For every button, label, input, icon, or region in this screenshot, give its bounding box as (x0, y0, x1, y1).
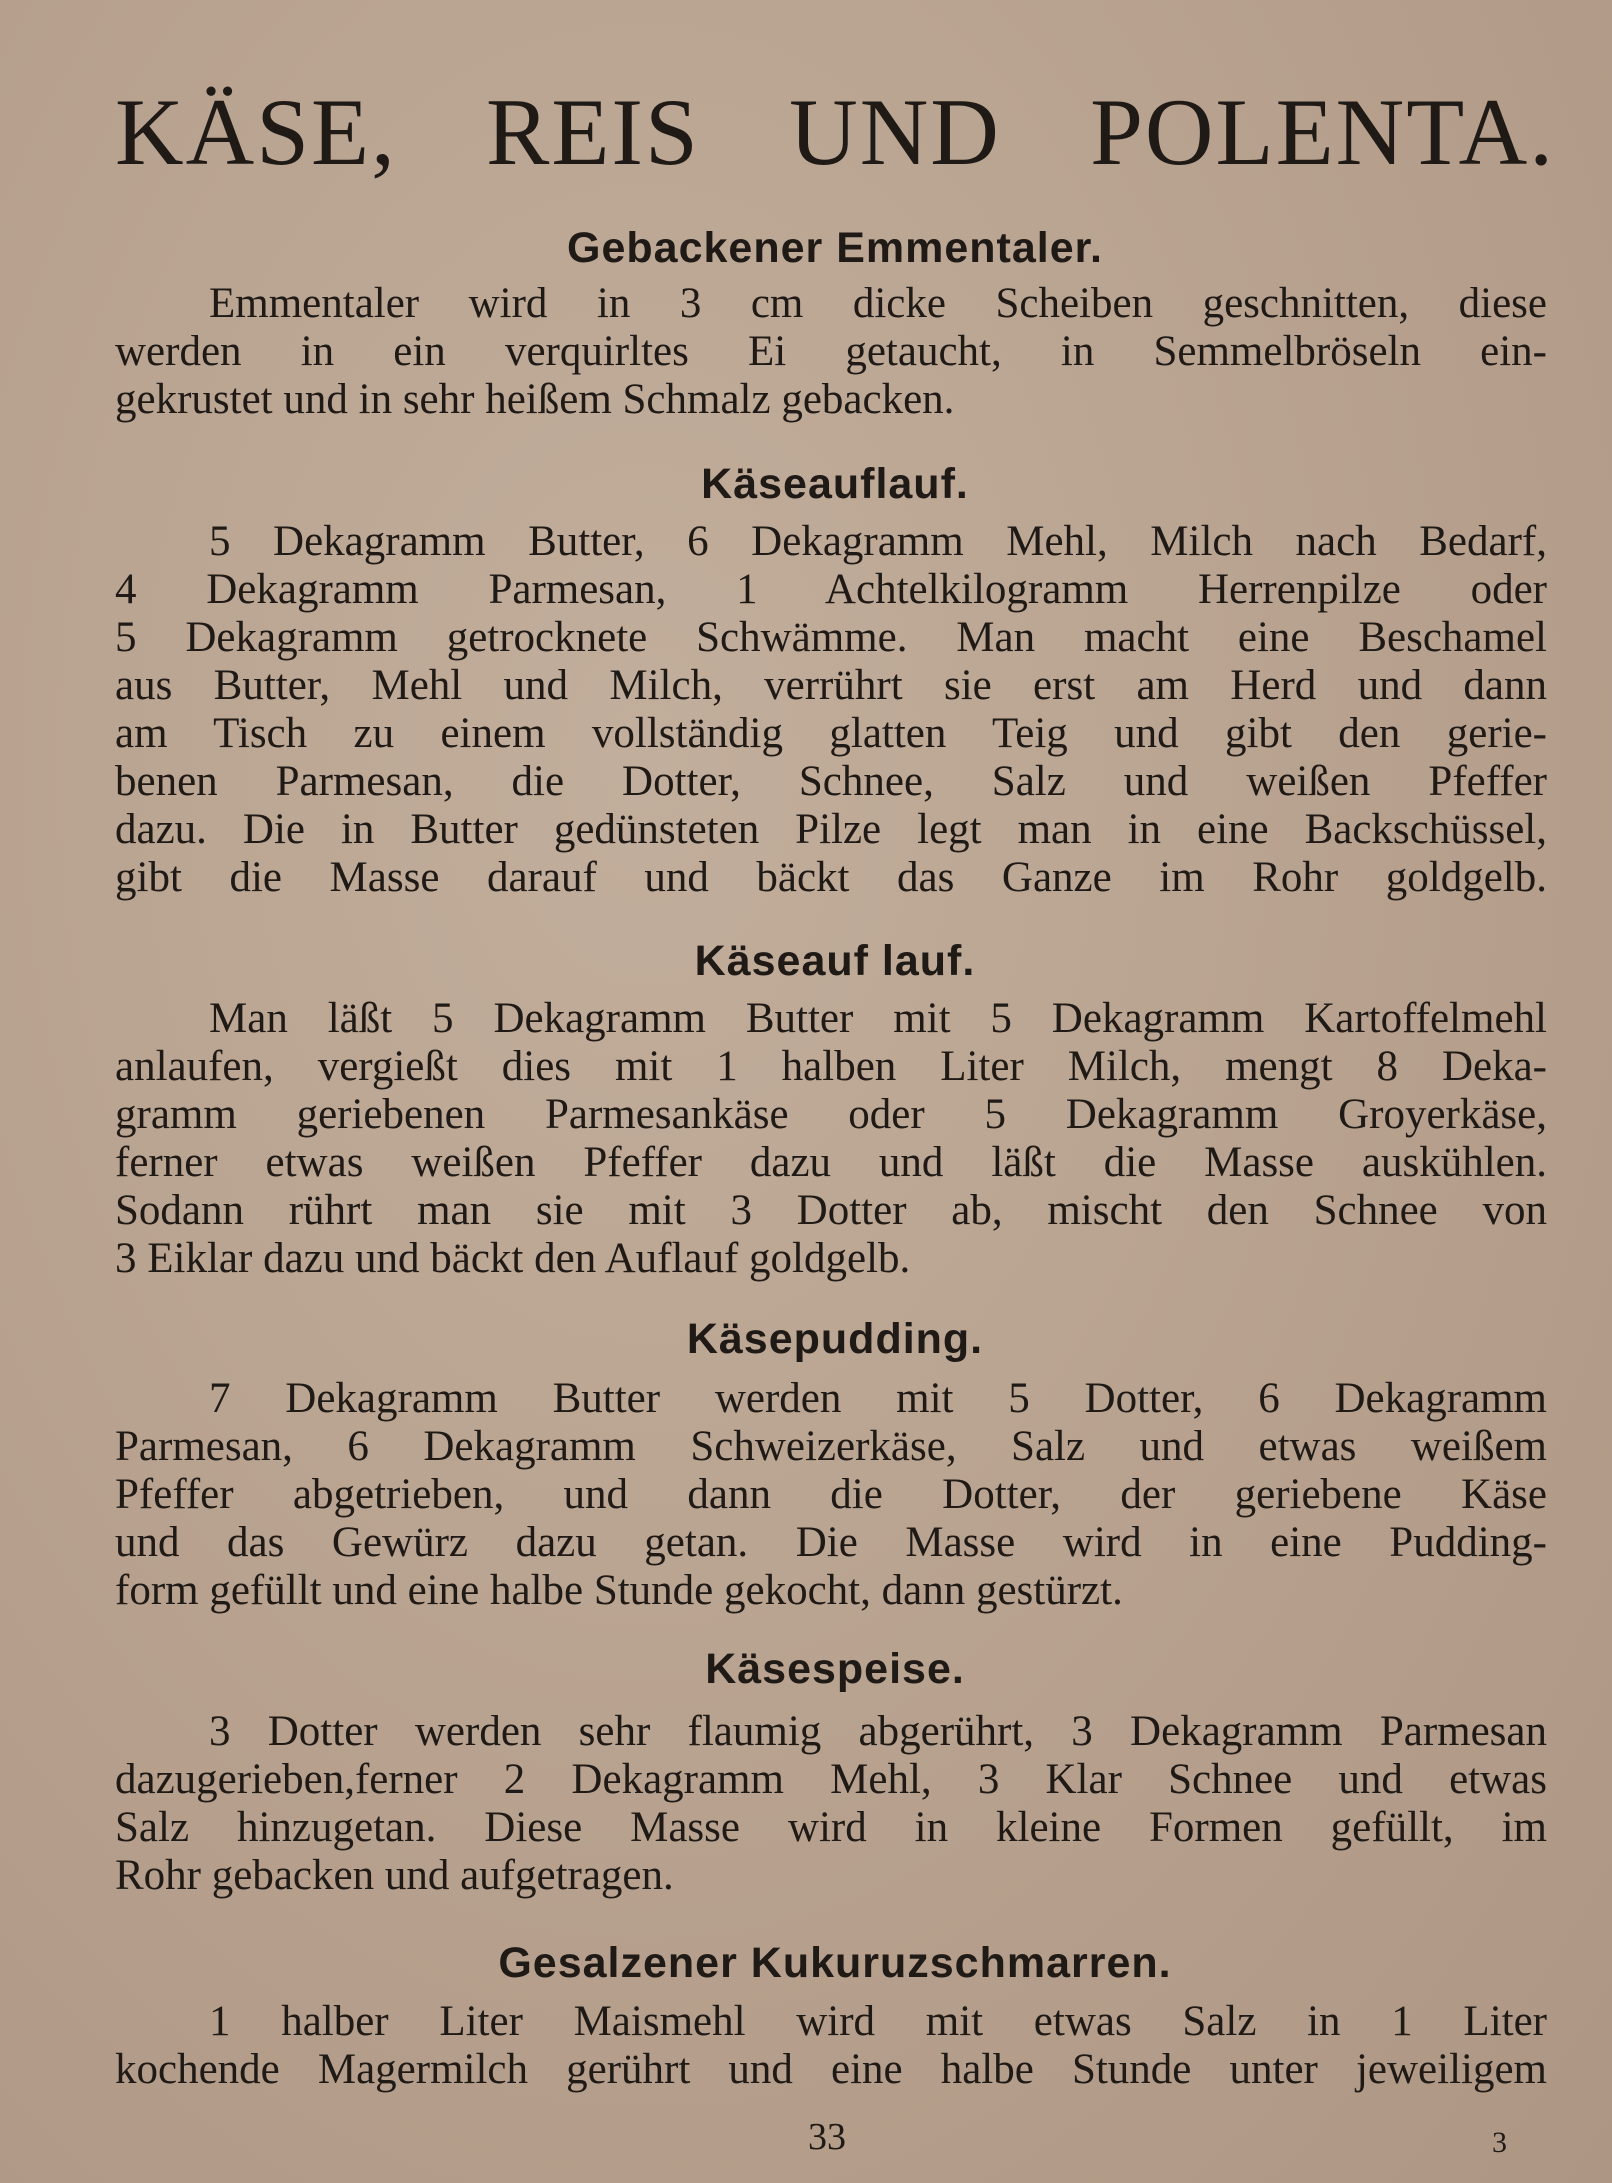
recipe-text-gesalzener-kukuruzschmarren (115, 1998, 1547, 2094)
text-line: gekrustet und in sehr heißem Schmalz gebacken. (115, 376, 955, 423)
text-line: Man läßt 5 Dekagramm Butter mit 5 Dekagramm Kartoffelmehl (209, 995, 1547, 1042)
text-line: 4 Dekagramm Parmesan, 1 Achtelkilogramm Herrenpilze oder (115, 566, 1547, 613)
text-line: kochende Magermilch gerührt und eine halbe Stunde unter jeweiligem (115, 2046, 1547, 2093)
text-line: anlaufen, vergießt dies mit 1 halben Liter Milch, mengt 8 Deka- (115, 1043, 1547, 1090)
recipe-heading-kaeseauflauf-1: Käseauflauf. (701, 460, 969, 508)
recipe-heading-kaesepudding: Käsepudding. (686, 1315, 984, 1363)
text-line: dazu. Die in Butter gedünsteten Pilze legt man in eine Backschüssel, (115, 806, 1547, 853)
text-line: am Tisch zu einem vollständig glatten Teig und gibt den gerie- (115, 710, 1547, 757)
text-line: benen Parmesan, die Dotter, Schnee, Salz und weißen Pfeffer (115, 758, 1547, 805)
recipe-text-kaesespeise (115, 1708, 1547, 1900)
recipe-text-kaeseauflauf-2 (115, 995, 1547, 1283)
text-line: dazugerieben,ferner 2 Dekagramm Mehl, 3 Klar Schnee und etwas (115, 1756, 1547, 1803)
recipe-heading-kaesespeise: Käsespeise. (705, 1645, 965, 1693)
text-line: 5 Dekagramm getrocknete Schwämme. Man macht eine Beschamel (115, 614, 1547, 661)
page-title: KÄSE, REIS UND POLENTA. (115, 79, 1555, 185)
text-line: Parmesan, 6 Dekagramm Schweizerkäse, Salz und etwas weißem (115, 1423, 1547, 1470)
text-line: aus Butter, Mehl und Milch, verrührt sie erst am Herd und dann (115, 662, 1547, 709)
text-line: 5 Dekagramm Butter, 6 Dekagramm Mehl, Milch nach Bedarf, (209, 518, 1547, 565)
text-line: Sodann rührt man sie mit 3 Dotter ab, mischt den Schnee von (115, 1187, 1547, 1234)
text-line: werden in ein verquirltes Ei getaucht, in Semmelbröseln ein- (115, 328, 1547, 375)
page-number: 33 (808, 2116, 846, 2158)
recipe-heading-kaeseauflauf-2: Käseauf lauf. (694, 937, 976, 985)
text-line: 3 Dotter werden sehr flaumig abgerührt, 3 Dekagramm Parmesan (209, 1708, 1547, 1755)
text-line: 7 Dekagramm Butter werden mit 5 Dotter, 6 Dekagramm (209, 1375, 1547, 1422)
text-line: gibt die Masse darauf und bäckt das Ganze im Rohr goldgelb. (115, 854, 1547, 901)
recipe-heading-gebackener-emmentaler: Gebackener Emmentaler. (567, 224, 1103, 272)
recipe-heading-gesalzener-kukuruzschmarren: Gesalzener Kukuruzschmarren. (498, 1939, 1172, 1987)
text-line: gramm geriebenen Parmesankäse oder 5 Dekagramm Groyerkäse, (115, 1091, 1547, 1138)
text-line: 1 halber Liter Maismehl wird mit etwas Salz in 1 Liter (209, 1998, 1547, 2045)
text-line: Salz hinzugetan. Diese Masse wird in kleine Formen gefüllt, im (115, 1804, 1547, 1851)
recipe-text-kaesepudding (115, 1375, 1547, 1615)
text-line: Emmentaler wird in 3 cm dicke Scheiben geschnitten, diese (209, 280, 1547, 327)
recipe-text-gebackener-emmentaler (115, 280, 1547, 424)
text-line: Rohr gebacken und aufgetragen. (115, 1852, 674, 1899)
text-line: Pfeffer abgetrieben, und dann die Dotter, der geriebene Käse (115, 1471, 1547, 1518)
text-line: 3 Eiklar dazu und bäckt den Auflauf goldgelb. (115, 1235, 911, 1282)
text-line: form gefüllt und eine halbe Stunde gekocht, dann gestürzt. (115, 1567, 1123, 1614)
text-line: ferner etwas weißen Pfeffer dazu und läßt die Masse auskühlen. (115, 1139, 1547, 1186)
text-line: und das Gewürz dazu getan. Die Masse wird in eine Pudding- (115, 1519, 1547, 1566)
signature-mark: 3 (1492, 2126, 1507, 2159)
recipe-text-kaeseauflauf-1 (115, 518, 1547, 902)
